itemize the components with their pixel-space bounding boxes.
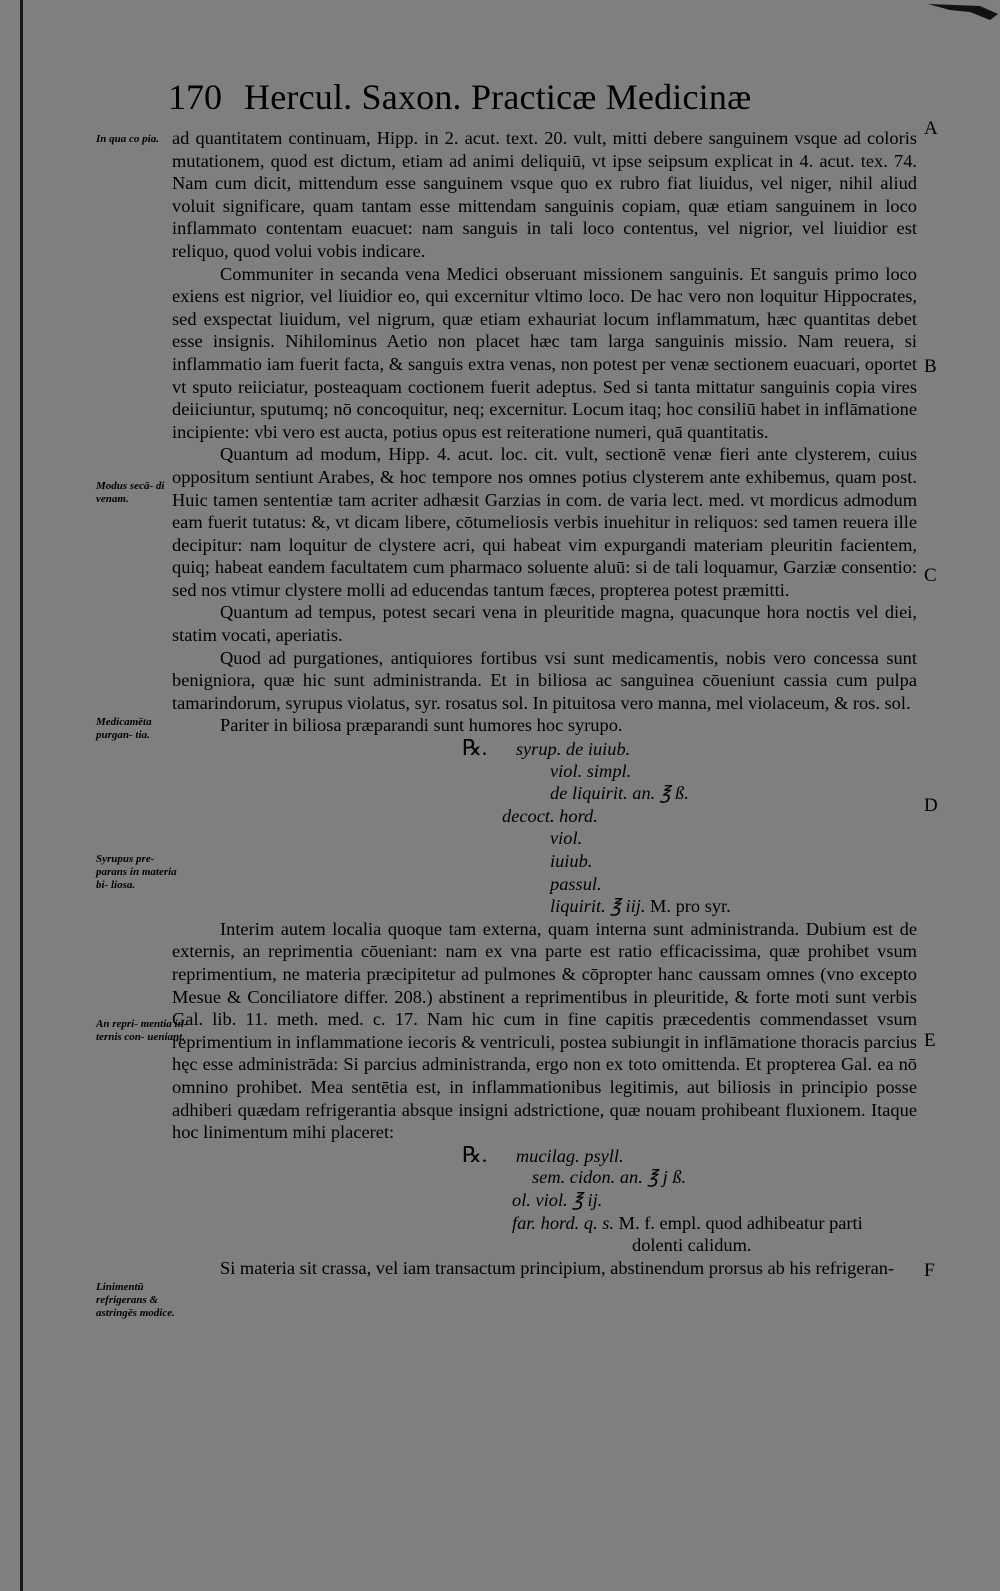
marginal-note-4: Syrupus pre- parans in materia bi- liosa.: [96, 853, 177, 891]
paragraph-final: Si materia sit crassa, vel iam transactum principium, abstinendum prorsus ab his refrigeran-: [220, 1257, 895, 1278]
paragraph-6: Pariter in biliosa præparandi sunt humores hoc syrupo.: [220, 715, 623, 736]
marginal-note-1: In qua co pia.: [96, 133, 159, 145]
marginal-note-2: Modus secā- di venam.: [96, 480, 165, 505]
recipe-symbol: ℞.: [462, 735, 488, 761]
page-header: [168, 76, 751, 118]
marginal-note-5: An repri- mentia in- ternis con- ueniant.: [96, 1018, 188, 1043]
recipe-closing: M. pro syr.: [650, 896, 731, 917]
section-letter-b: B: [924, 356, 937, 377]
marginal-note-3: Medicamēta purgan- tia.: [96, 716, 152, 741]
recipe-line: viol.: [550, 828, 583, 849]
recipe-line: passul.: [550, 873, 602, 894]
page-number: 170: [168, 77, 222, 117]
paragraph-4: Quantum ad tempus, potest secari vena in pleuritide magna, quacunque hora noctis vel diei, statim vocati, aperiatis.: [172, 602, 917, 646]
recipe-line: sem. cidon. an. ℥ j ß.: [532, 1167, 687, 1188]
binding-edge: [20, 0, 23, 1591]
recipe-line: iuiub.: [550, 851, 593, 871]
recipe-line: liquirit. ℥ iij.: [550, 896, 646, 917]
section-letter-e: E: [924, 1030, 936, 1051]
recipe-closing-2: dolenti calidum.: [632, 1235, 752, 1256]
section-letter-c: C: [924, 565, 937, 586]
torn-corner-mark: [920, 0, 1000, 40]
paragraph-2: Communiter in secanda vena Medici obseruant missionem sanguinis. Et sanguis primo loco exiens est nigrior, vel liuidior eo, qui excernitur vltimo loco. De hac vero non loquitur Hippocrates, sed exspectat liuidum, vel nigrum, quæ etiam exhauriat locum inflammatum, hæc quantitas debet esse insignis. Nihilominus Aetio non placet hæc tam larga sanguinis missio. Nam reuera, si inflammatio iam fuerit facta, & sanguis extra venas, non potest per venæ sectionem euacuari, oportet vt sputo reiiciatur, posteaquam coctionem fuerit adeptus. Sed si tanta mittatur sanguinis copia vires deiiciuntur, sputumq; nō concoquitur, neq; excernitur. Locum itaq; hoc consiliū habet in inflāmatione incipiente: vbi vero est aucta, potius opus est reiteratione numeri, quā quantitatis.: [172, 263, 917, 442]
paragraph-3: Quantum ad modum, Hipp. 4. acut. loc. cit. vult, sectionē venæ fieri ante clysterem, cuius oppositum sentiunt Arabes, & hoc tempore nos omnes potius clysterem ante exhibemus, quam post. Huic tamen sententiæ tam acriter adhæsit Garzias in com. de varia lect. med. vt mordicus admodum eam fuerit tutatus: &, vt dicam libere, cōtumeliosis verbis inuehitur in reliquos: sed tamen reuera ille decipitur: nam loquitur de clystere acri, qui habeat vim expurgandi materiam pleuritin facientem, quiq; habeat eandem facultatem cum pharmaco soluente aluū: si de tali loquamur, Garziæ consentio: sed nos vtimur clystere molli ad educendas tantum fæces, propterea potest præmitti.: [172, 444, 917, 600]
paragraph-7: Interim autem localia quoque tam externa, quam interna sunt administranda. Dubium est de externis, an reprimentia cōueniant: nam ex vna parte est ratio efficacissima, quæ prohibet vsum reprimentium, ne materia præcipitetur ad pulmones & cōpropter hanc caussam omnes (vno excepto Mesue & Conciliatore differ. 208.) abstinent a reprimentibus in pleuritide, & forte moti sunt verbis Gal. lib. 11. meth. med. c. 17. Nam hic cum in fine capitis præcedentis commendasset vsum reprimentium in inflammatione iecoris & ventriculi, postea subiungit in inflāmatione thoracis parcius hęc esse administrāda: Si parcius administranda, ergo non ex toto omittenda. Et propterea Gal. ea nō omnino prohibet. Mea sentētia est, in inflammationibus legitimis, aut biliosis in principio posse adhiberi quædam refrigerantia absque insigni adstrictione, quæ nouam prohibeant fluxionem. Itaque hoc linimentum mihi placeret:: [172, 918, 917, 1143]
section-letter-f: F: [924, 1260, 935, 1281]
section-letter-d: D: [924, 795, 938, 816]
marginal-note-6: Linimentū refrigerans & astringēs modice.: [96, 1281, 175, 1319]
recipe-line: decoct. hord.: [502, 805, 598, 826]
main-text-column: [172, 127, 917, 1279]
recipe-closing: M. f. empl. quod adhibeatur parti: [618, 1212, 863, 1233]
section-letter-a: A: [924, 118, 938, 139]
recipe-line: ol. viol. ℥ ij.: [512, 1189, 603, 1210]
paragraph-1: ad quantitatem continuam, Hipp. in 2. acut. text. 20. vult, mitti debere sanguinem vsque ad coloris mutationem, quod est dictum, etiam ad animi deliquiū, vt ipse seipsum explicat in 4. acut. tex. 74. Nam cum dicit, mittendum esse sanguinem vsque quo ex rubro fiat liuidus, vel niger, nihil aliud voluit significare, quam tantam esse mittendam sanguinis copiam, quæ etiam sanguinem in loco inflammato contentam euacuet: nam sanguis in tali loco contentus, vel nigrior, vel liuidior est reliquo, quod volui vobis indicare.: [172, 128, 917, 261]
recipe-line: mucilag. psyll.: [515, 1145, 624, 1166]
recipe-line: de liquirit. an. ℥ ß.: [550, 783, 689, 804]
recipe-syrup: [172, 737, 917, 918]
recipe-line: syrup. de iuiub.: [515, 739, 631, 760]
recipe-liniment: [172, 1141, 917, 1257]
recipe-symbol: ℞.: [462, 1141, 488, 1167]
running-title: Hercul. Saxon. Practicæ Medicinæ: [244, 77, 752, 117]
recipe-line: far. hord. q. s.: [512, 1212, 615, 1233]
paragraph-5: Quod ad purgationes, antiquiores fortibus vsi sunt medicamentis, nobis vero concessa sunt benigniora, quæ hic sunt administranda. Et in biliosa ac sanguinea cōueniunt cassia cum pulpa tamarindorum, syrupus violatus, syr. rosatus sol. In pituitosa vero manna, mel violaceum, & ros. sol.: [172, 647, 917, 713]
recipe-line: viol. simpl.: [550, 760, 632, 781]
